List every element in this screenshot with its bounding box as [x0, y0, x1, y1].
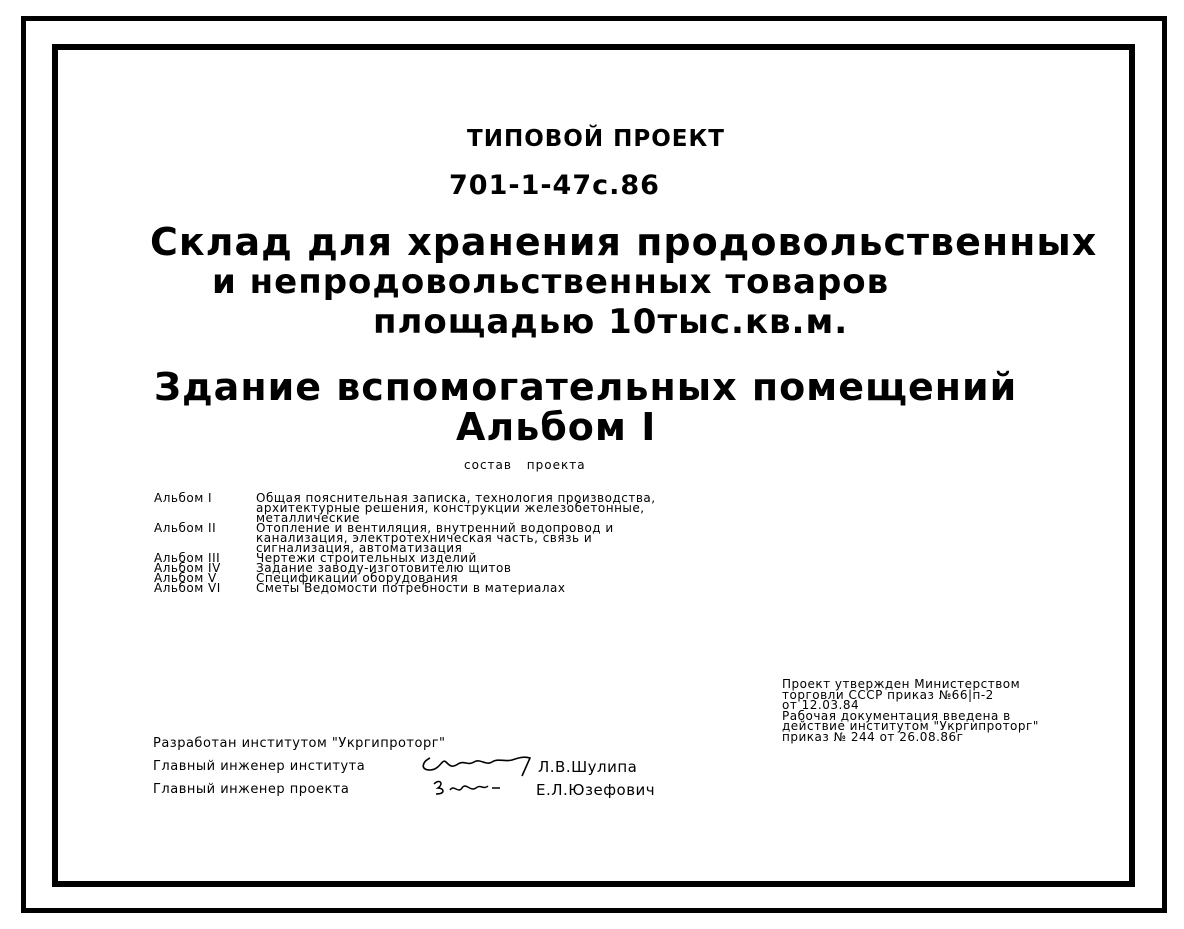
document-type: ТИПОВОЙ ПРОЕКТ	[467, 126, 725, 152]
approval-line: действие институтом "Укргипроторг"	[782, 719, 1039, 733]
developed-by: Разработан институтом "Укргипроторг"	[153, 736, 446, 751]
album-label: Альбом I	[154, 491, 213, 505]
album-label: Альбом III	[154, 551, 221, 565]
album-description: Чертежи строительных изделий	[256, 551, 477, 565]
album-description: Спецификации оборудования	[256, 571, 459, 585]
album-label: Альбом IV	[154, 561, 221, 575]
approval-line: Проект утвержден Министерством	[782, 677, 1021, 691]
chief-engineer-project-title: Главный инженер проекта	[153, 782, 350, 797]
title-line-1: Склад для хранения продовольственных	[150, 220, 1098, 264]
project-code: 701-1-47с.86	[449, 170, 660, 201]
chief-engineer-project-name: Е.Л.Юзефович	[536, 781, 656, 799]
album-label: Альбом VI	[154, 581, 221, 595]
approval-line: от 12.03.84	[782, 698, 860, 712]
album-item	[154, 583, 656, 593]
subtitle-line-1: Здание вспомогательных помещений	[154, 365, 1018, 409]
album-label: Альбом V	[154, 571, 217, 585]
approval-line: торговли СССР приказ №66|п-2	[782, 687, 994, 702]
approval-line: Рабочая документация введена в	[782, 708, 1011, 723]
subtitle-line-2: Альбом I	[456, 405, 657, 449]
album-description: Задание заводу-изготовителю щитов	[256, 561, 512, 575]
album-description: Общая пояснительная записка, технология производства, архитектурные решения, конструкции железобетонные, металлические	[256, 491, 656, 525]
chief-engineer-institute-title: Главный инженер института	[153, 759, 366, 774]
album-description: Сметы Ведомости потребности в материалах	[256, 581, 566, 595]
album-list	[154, 493, 656, 593]
title-line-2: и непродовольственных товаров	[212, 262, 890, 302]
album-description: Отопление и вентиляция, внутренний водопровод и канализация, электротехническая часть, связь и сигнализация, автоматизация	[256, 521, 614, 555]
album-label: Альбом II	[154, 521, 217, 535]
signature-institute	[412, 752, 536, 778]
title-line-3: площадью 10тыс.кв.м.	[373, 302, 849, 342]
signature-project	[430, 776, 510, 798]
composition-heading: состав проекта	[464, 458, 586, 472]
approval-line: приказ № 244 от 26.08.86г	[782, 729, 964, 744]
chief-engineer-institute-name: Л.В.Шулипа	[538, 758, 638, 776]
album-item	[154, 523, 656, 553]
album-item	[154, 493, 656, 523]
approval-block	[782, 679, 1039, 742]
